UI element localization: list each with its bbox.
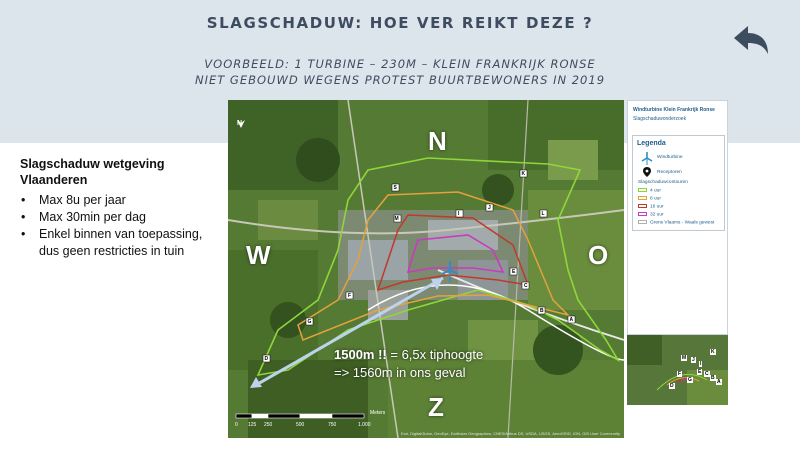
receptor-label: I: [458, 210, 460, 217]
legend-heading: Legenda: [637, 140, 666, 147]
scale-unit: Meters: [370, 410, 386, 416]
map-attribution: Esri, DigitalGlobe, GeoEye, Earthstar Geographics, CNES/Airbus DS, USDA, USGS, AeroGRID, IGN, GIS User Community: [401, 431, 620, 436]
thumbnail-label: F: [678, 371, 682, 377]
scale-label: 500: [296, 422, 305, 428]
legend-panel: [627, 100, 728, 335]
legend-turbine-label: Windturbine: [657, 155, 683, 160]
receptor-label: B: [540, 307, 544, 314]
swatch-boundary: [638, 220, 647, 224]
compass-south-label: Z: [428, 392, 444, 422]
subtitle-line-1: VOORBEELD: 1 TURBINE – 230M – KLEIN FRANKRIJK RONSE: [204, 57, 596, 71]
swatch-16u: [638, 204, 647, 208]
scale-bar: [234, 410, 384, 434]
legislation-heading-line-2: Vlaanderen: [20, 173, 88, 187]
swatch-32u: [638, 212, 647, 216]
scale-label: 125: [248, 422, 257, 428]
slide-subtitle: [150, 56, 650, 88]
legislation-block: [20, 156, 225, 259]
receptor-labels: [228, 100, 624, 438]
thumbnail-label: E: [698, 369, 702, 375]
swatch-8u: [638, 196, 647, 200]
legend-item-16u: [638, 204, 664, 209]
legislation-bullet: • Max 8u per jaar: [20, 192, 225, 208]
thumbnail-label: K: [711, 349, 715, 355]
thumbnail-labels: [627, 335, 728, 405]
slide-title: SLAGSCHADUW: HOE VER REIKT DEZE ?: [206, 14, 594, 32]
receptor-label: C: [524, 282, 528, 289]
scale-label: 750: [328, 422, 337, 428]
back-arrow-icon: [730, 24, 772, 56]
shadow-flicker-map: [228, 100, 624, 438]
legend-item-label: 8 uur: [650, 196, 661, 202]
thumbnail-label: B: [711, 375, 715, 381]
scale-bar-graphic: [234, 410, 384, 422]
scale-label: 1.000: [358, 422, 371, 428]
legend-item-boundary: [638, 220, 714, 225]
legend-item-32u: [638, 212, 664, 217]
receptor-label: E: [512, 268, 516, 275]
scale-label: 250: [264, 422, 273, 428]
compass-north-label: N: [428, 126, 447, 156]
thumbnail-label: D: [670, 383, 674, 389]
legislation-bullet: • Max 30min per dag: [20, 209, 225, 225]
thumbnail-label: J: [692, 357, 695, 363]
map-pin-icon: [643, 167, 651, 177]
legislation-heading: [20, 156, 225, 188]
receptor-label: J: [488, 204, 491, 211]
receptor-label: M: [394, 215, 399, 222]
north-arrow-label: N: [237, 120, 243, 127]
legislation-heading-line-1: Slagschaduw wetgeving: [20, 157, 165, 171]
thumbnail-label: A: [717, 379, 721, 385]
legend-panel-subtitle: Slagschaduwonderzoek: [633, 116, 687, 122]
legend-item-label: Grens Vlaams - Waals gewest: [650, 220, 715, 226]
thumbnail-label: G: [688, 377, 692, 383]
legend-panel-title: Windturbine Klein Frankrijk Ronse: [633, 107, 715, 113]
receptor-label: A: [569, 316, 574, 323]
annotation-rest: = 6,5x tiphoogte: [386, 347, 484, 362]
legend-contours-label: Slagschaduwcontouren: [638, 180, 688, 185]
legislation-bullet: • Enkel binnen van toepassing,: [20, 226, 225, 242]
thumbnail-label: I: [700, 361, 702, 367]
thumbnail-label: C: [705, 371, 709, 377]
compass-east-label: O: [588, 240, 609, 270]
legend-receptor-label: Receptoren: [657, 170, 682, 175]
receptor-label: G: [307, 318, 312, 325]
annotation-bold: 1500m !!: [334, 347, 387, 362]
legend-item-label: 16 uur: [650, 204, 664, 210]
receptor-label: S: [393, 184, 397, 191]
subtitle-line-2: NIET GEBOUWD WEGENS PROTEST BUURTBEWONERS IN 2019: [194, 73, 606, 87]
thumbnail-label: M: [682, 355, 687, 361]
swatch-4u: [638, 188, 647, 192]
scale-label: 0: [235, 422, 238, 428]
legend-item-4u: [638, 188, 661, 193]
wind-turbine-icon: [640, 151, 654, 165]
legislation-bullet-continuation: dus geen restricties in tuin: [39, 244, 185, 258]
receptor-label: F: [348, 292, 352, 299]
back-button[interactable]: [730, 24, 772, 56]
legislation-list: [20, 192, 225, 242]
receptor-label: L: [541, 210, 545, 217]
receptor-label: D: [264, 355, 269, 362]
legend-box: [632, 135, 725, 231]
overview-thumbnail: [627, 335, 728, 405]
compass-west-label: W: [246, 240, 271, 270]
receptor-label: K: [521, 170, 526, 177]
annotation-line-2: => 1560m in ons geval: [334, 365, 466, 380]
legend-item-label: 32 uur: [650, 212, 664, 218]
legend-item-label: 4 uur: [650, 188, 661, 194]
legend-item-8u: [638, 196, 661, 201]
